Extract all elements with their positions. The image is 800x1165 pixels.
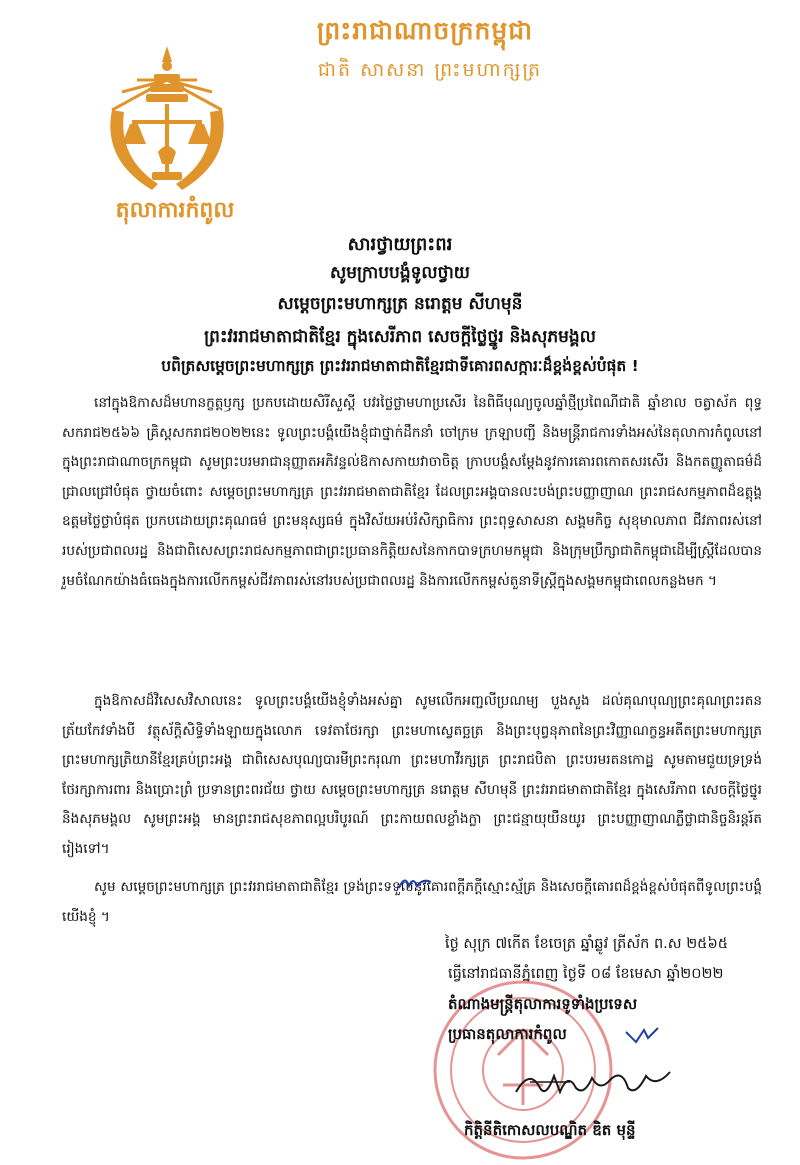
letter-title: សារថ្វាយព្រះពរ xyxy=(347,234,453,255)
lunar-date-line: ថ្ងៃ សុក្រ ៧កើត ខែចេត្រ ឆ្នាំឆ្លូវ ត្រីស័ក ព.ស ២៥៦៥ xyxy=(445,936,728,952)
court-name: តុលាការកំពូល xyxy=(115,198,235,223)
ink-initial-icon xyxy=(395,872,435,894)
salutation-line: សូមក្រាបបង្គំទូលថ្វាយ xyxy=(330,263,470,283)
position-line: ប្រធានតុលាការកំពូល xyxy=(448,1025,567,1043)
paragraph-1: នៅក្នុងឱកាសដ៏មហានក្ខត្តឫក្ស ប្រកបដោយសិរីសួស្តី បវរថ្លៃថ្លាមហាប្រសើរ នៃពិធីបុណ្យចូលឆ្នាំថ្មីប្រពៃណីជាតិ ឆ្នាំខាល ចត្វាស័ក ពុទ្ធសករាជ២៥៦៦ គ្រិស្តសករាជ២០២២នេះ ទូលព្រះបង្គំយើងខ្ញុំជាថ្នាក់ដឹកនាំ ចៅក្រម ក្រឡាបញ្ជី និងមន្ត្រីរាជការទាំងអស់នៃតុលាការកំពូលនៅក្នុងព្រះរាជាណាចក្រកម្ពុជា សូមព្រះបរមរាជានុញ្ញាតអភិវន្ទល់ឱកាសកាយវាចាចិត្ត ក្រាបបង្គំសម្តែងនូវការគោរពកោតសរសើរ និងកតញ្ញូតាធម៌ដ៏ជ្រាលជ្រៅបំផុត ថ្វាយចំពោះ សម្តេចព្រះមហាក្សត្រ ព្រះវររាជមាតាជាតិខ្មែរ ដែលព្រះអង្គបានលះបង់ព្រះបញ្ញាញាណ ព្រះរាជសកម្មភាពដ៏ឧត្តុង្គឧត្តមថ្លៃថ្លាបំផុត ប្រកបដោយព្រះគុណធម៌ ព្រះមនុស្សធម៌ ក្នុងវិស័យអប់រំសិក្សាធិការ ព្រះពុទ្ធសាសនា សង្គមកិច្ច សុខុមាលភាព ជីវភាពរស់នៅរបស់ប្រជាពលរដ្ឋ និងជាពិសេសព្រះរាជសកម្មភាពជាព្រះប្រធានកិត្តិយសនៃកាកបាទក្រហមកម្ពុជា និងក្រុមប្រឹក្សាជាតិកម្ពុជាដើម្បីស្ត្រីដែលបានរួមចំណែកយ៉ាងធំធេងក្នុងការលើកកម្ពស់ជីវភាពរស់នៅរបស់ប្រជាពលរដ្ឋ និងការលើកកម្ពស់តួនាទីស្ត្រីក្នុងសង្គមកម្ពុជាពេលកន្លងមក ។ xyxy=(62,395,762,589)
address-line: បពិត្រសម្តេចព្រះមហាក្សត្រ ព្រះវររាជមាតាជាតិខ្មែរជាទីគោរពសក្ការៈដ៏ខ្ពង់ខ្ពស់បំផុត ! xyxy=(161,357,639,375)
blessing-line: ព្រះវររាជមាតាជាតិខ្មែរ ក្នុងសេរីភាព សេចក្តីថ្លៃថ្នូរ និងសុភមង្គល xyxy=(204,327,596,347)
header-motto: ជាតិ សាសនា ព្រះមហាក្សត្រ xyxy=(317,59,543,81)
on-behalf-line: តំណាងមន្ត្រីតុលាការទូទាំងប្រទេស xyxy=(448,995,638,1013)
ink-initial-icon xyxy=(622,1024,662,1046)
signatory-name: កិត្តិនីតិកោសលបណ្ឌិត ឌិត មុន្ទី xyxy=(464,1121,636,1139)
supreme-court-emblem-icon xyxy=(92,40,242,200)
handwritten-signature-icon xyxy=(510,1058,680,1103)
paragraph-3: សូម សម្តេចព្រះមហាក្សត្រ ព្រះវររាជមាតាជាតិខ្មែរ ទ្រង់ព្រះទទួលនូវគោរពក្តីភក្តីស្មោះស្ម័គ្រ និងសេចក្តីគោរពដ៏ខ្ពង់ខ្ពស់បំផុតពីទូលព្រះបង្គំយើងខ្ញុំ ។ xyxy=(62,879,762,925)
paragraph-2: ក្នុងឱកាសដ៏វិសេសវិសាលនេះ ទូលព្រះបង្គំយើងខ្ញុំទាំងអស់គ្នា សូមលើកអញ្ជលីប្រណម្យ បួងសួង ដល់គុណបុណ្យព្រះគុណព្រះរតនត្រ័យកែវទាំងបី វត្ថុស័ក្តិសិទ្ធិទាំងឡាយក្នុងលោក ទេវតាថែរក្សា ព្រះមហាស្វេតច្ឆត្រ និងព្រះបុព្វនុភាពនៃព្រះវិញ្ញាណក្ខន្ធអតីតព្រះមហាក្សត្រ ព្រះមហាក្សត្រិយានីខ្មែរគ្រប់ព្រះអង្គ ជាពិសេសបុណ្យបារមីព្រះករុណា ព្រះមហាវីរក្សត្រ ព្រះរាជបិតា ព្រះបរមរតនកោដ្ឋ សូមតាមជួយទ្រទ្រង់ថែរក្សាការពារ និងប្រោះព្រំ ប្រទានព្រះពរជ័យ ថ្វាយ សម្តេចព្រះមហាក្សត្រ នរោត្តម សីហមុនី ព្រះវររាជមាតាជាតិខ្មែរ ក្នុងសេរីភាព សេចក្តីថ្លៃថ្នូរ និងសុភមង្គល សូមព្រះអង្គ មានព្រះរាជសុខភាពល្អបរិបូរណ៍ ព្រះកាយពលខ្លាំងក្លា ព្រះជន្មាយុយឺនយូរ ព្រះបញ្ញាញាណភ្លឺថ្លាជានិច្ចនិរន្តរ៍តរៀងទៅ។ xyxy=(62,693,762,857)
place-date-line: ធ្វើនៅរាជធានីភ្នំពេញ ថ្ងៃទី ០៨ ខែមេសា ឆ្នាំ២០២២ xyxy=(448,966,724,982)
king-name-line: សម្តេចព្រះមហាក្សត្រ នរោត្តម សីហមុនី xyxy=(277,294,523,314)
header-title: ព្រះរាជាណាចក្រកម្ពុជា xyxy=(316,16,534,45)
